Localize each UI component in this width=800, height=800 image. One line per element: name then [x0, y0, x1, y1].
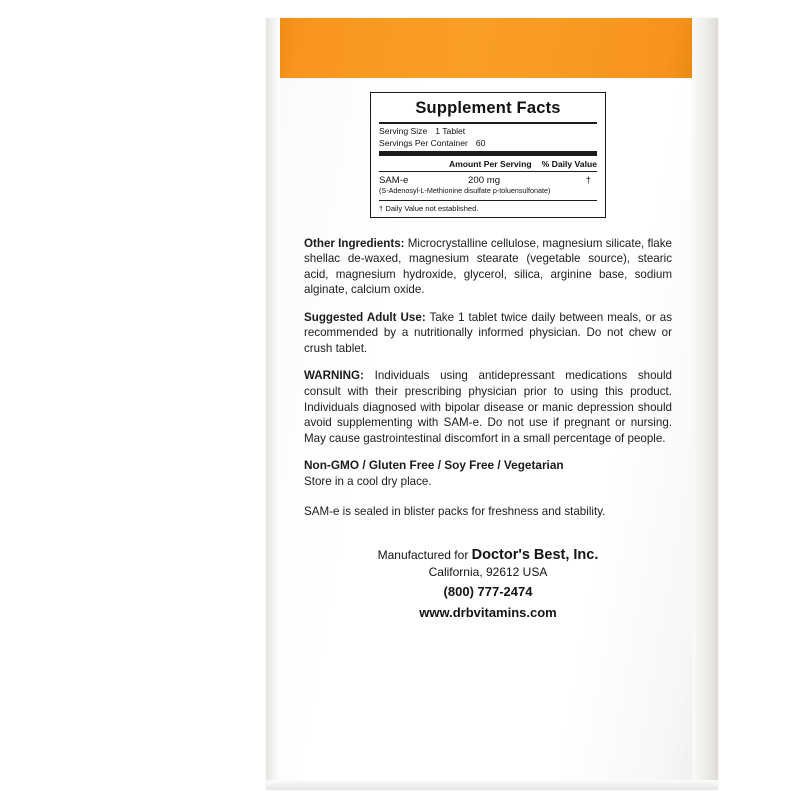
amount-per-serving-header: Amount Per Serving [448, 158, 532, 169]
suggested-use-paragraph [304, 310, 672, 357]
other-ingredients-paragraph [304, 236, 672, 298]
label-body-text [302, 236, 674, 520]
serving-size-value: 1 Tablet [435, 126, 466, 137]
manufactured-for-label: Manufactured for [377, 547, 469, 562]
manufacturer-phone: (800) 777-2474 [443, 583, 533, 599]
servings-per-container-row [379, 138, 597, 149]
divider [379, 151, 597, 156]
nutrient-amount: 200 mg [468, 174, 501, 186]
supplement-facts-title: Supplement Facts [415, 99, 561, 117]
manufacturer-website[interactable]: www.drbvitamins.com [419, 604, 557, 620]
nutrient-daily-value: † [585, 174, 592, 186]
product-box [266, 18, 718, 790]
other-ingredients-heading: Other Ingredients: [304, 236, 405, 250]
box-right-edge-shading [692, 18, 718, 790]
brand-name: Doctor's Best, Inc. [471, 546, 599, 563]
supplement-facts-column-headers [379, 158, 597, 170]
label-content [302, 92, 674, 622]
suggested-use-text: Take 1 tablet twice daily between meals, or as recommended by a nutritionally informed physician. Do not chew or crush tablet. [304, 310, 672, 355]
orange-header-band [266, 18, 718, 78]
storage-instructions: Store in a cool dry place. [304, 475, 432, 489]
warning-heading: WARNING: [304, 369, 364, 383]
serving-size-label: Serving Size [379, 126, 428, 137]
table-row [379, 173, 597, 186]
manufacturer-block [302, 546, 674, 623]
divider [379, 200, 597, 201]
freshness-note: SAM-e is sealed in blister packs for freshness and stability. [304, 504, 606, 518]
manufacturer-line [302, 546, 674, 565]
warning-text: Individuals using antidepressant medications should consult with their prescribing physician prior to using this product. Individuals diagnosed with bipolar disease or manic depression should avoid supplementing with SAM-e. Do not use if pregnant or nursing. May cause gastrointestinal discomfort in a small percentage of people. [304, 369, 672, 445]
divider [379, 171, 597, 172]
servings-per-container-value: 60 [475, 137, 486, 148]
warning-paragraph [304, 368, 672, 446]
box-left-edge-shading [266, 18, 280, 790]
other-ingredients-text: Microcrystalline cellulose, magnesium silicate, flake shellac de-waxed, magnesium stearate (vegetable source), stearic acid, magnesium hydroxide, glycerol, silica, arginine base, sodium alginate, calcium oxide. [304, 236, 672, 297]
supplement-facts-panel [370, 92, 606, 218]
product-claims: Non-GMO / Gluten Free / Soy Free / Vegetarian [304, 458, 564, 473]
daily-value-footnote: † Daily Value not established. [379, 203, 479, 213]
manufacturer-address: California, 92612 USA [428, 565, 548, 580]
suggested-use-heading: Suggested Adult Use: [304, 310, 426, 324]
serving-size-row [379, 126, 597, 137]
nutrient-chemical-name: (S-Adenosyl-L-Methionine disulfate p-toluensulfonate) [379, 185, 551, 195]
servings-per-container-label: Servings Per Container [379, 137, 468, 148]
box-bottom-edge-shading [266, 780, 718, 790]
divider [379, 122, 597, 124]
nutrient-name: SAM-e [379, 174, 409, 186]
daily-value-header: % Daily Value [541, 158, 597, 169]
